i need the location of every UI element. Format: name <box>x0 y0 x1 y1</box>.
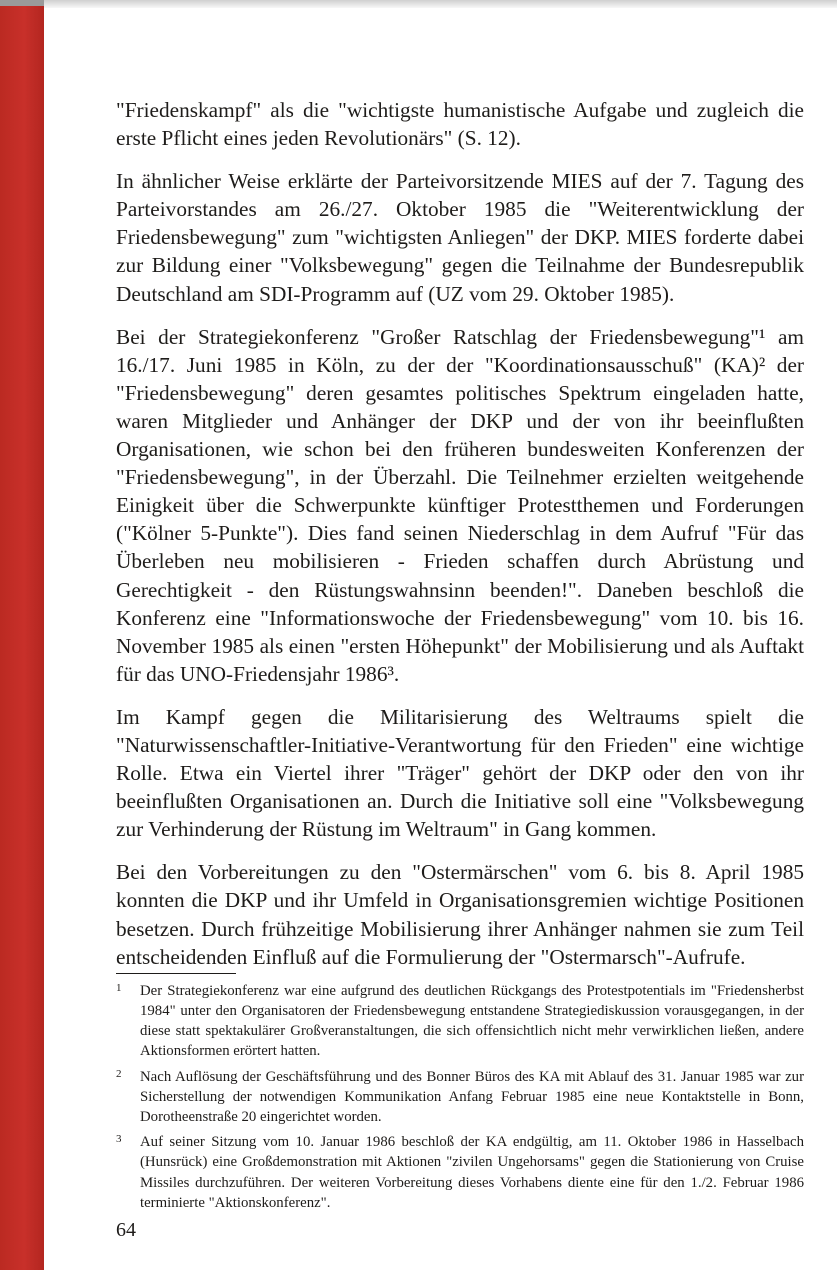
footnote-text: Der Strategiekonferenz war eine aufgrund des deutlichen Rückgangs des Protestpotentials im "Friedensherbst 1984" unter den Organisatoren der Friedensbewegung entstandene Strategiediskussion vorausgegangen, in der diese statt spektakulärer Großveranstaltungen, die sich offensichtlich nicht mehr verwirklichen ließen, andere Aktionsformen erörtert hatten. <box>140 982 804 1060</box>
paragraph-3: Bei der Strategiekonferenz "Großer Ratschlag der Friedensbewegung"¹ am 16./17. Juni 1985 in Köln, zu der der "Koordinationsausschuß" (KA)² der "Friedensbewegung" deren gesamtes politisches Spektrum eingeladen hatte, waren Mitglieder und Anhänger der DKP und der von ihr beeinflußten Organisationen, wie schon bei den früheren bundesweiten Konferenzen der "Friedensbewegung", in der Überzahl. Die Teilnehmer erzielten weitgehende Einigkeit über die Schwerpunkte künftiger Protestthemen und Forderungen ("Kölner 5-Punkte"). Dies fand seinen Niederschlag in dem Aufruf "Für das Überleben neu mobilisieren - Frieden schaffen durch Abrüstung und Gerechtigkeit - den Rüstungswahnsinn beenden!". Daneben beschloß die Konferenz eine "Informationswoche der Friedensbewegung" vom 10. bis 16. November 1985 als einen "ersten Höhepunkt" der Mobilisierung und als Auftakt für das UNO-Friedensjahr 1986³. <box>116 324 804 686</box>
paragraph-4: Im Kampf gegen die Militarisierung des Weltraums spielt die "Naturwissenschaftler-Initiative-Verantwortung für den Frieden" eine wichtige Rolle. Etwa ein Viertel ihrer "Träger" gehört der DKP oder den von ihr beeinflußten Organisationen an. Durch die Initiative soll eine "Volksbewegung zur Verhinderung der Rüstung im Weltraum" in Gang kommen. <box>116 704 804 842</box>
book-spine-edge <box>0 0 44 1270</box>
footnote-number: 1 <box>116 981 122 994</box>
footnote-text: Auf seiner Sitzung vom 10. Januar 1986 beschloß der KA endgültig, am 11. Oktober 1986 in Hasselbach (Hunsrück) eine Großdemonstration mit Aktionen "zivilen Ungehorsams" gegen die Stationierung von Cruise Missiles durchzuführen. Der weiteren Vorbereitung dieses Vorhabens diente eine für den 1./2. Februar 1986 terminierte "Aktionskonferenz". <box>140 1134 804 1211</box>
paragraph-1: "Friedenskampf" als die "wichtigste humanistische Aufgabe und zugleich die erste Pflicht eines jeden Revolutionärs" (S. 12). <box>116 98 804 151</box>
page-body <box>116 96 804 1218</box>
paragraph-2: In ähnlicher Weise erklärte der Parteivorsitzende MIES auf der 7. Tagung des Parteivorstandes am 26./27. Oktober 1985 die "Weiterentwicklung der Friedensbewegung" zum "wichtigsten Anliegen" der DKP. MIES forderte dabei zur Bildung einer "Volksbewegung" gegen die Teilnahme der Bundesrepublik Deutschland am SDI-Programm auf (UZ vom 29. Oktober 1985). <box>116 169 804 306</box>
spine-top-shadow <box>0 0 44 6</box>
footnote-separator <box>116 973 236 974</box>
page-number: 64 <box>116 1219 136 1241</box>
footnote-number: 3 <box>116 1133 122 1146</box>
footnote-2 <box>116 1067 804 1128</box>
footnote-3 <box>116 1132 804 1213</box>
footnote-text: Nach Auflösung der Geschäftsführung und des Bonner Büros des KA mit Ablauf des 31. Januar 1985 war zur Sicherstellung der notwendigen Kommunikation Anfang Februar 1985 eine neue Kontaktstelle in Bonn, Dorotheenstraße 20 eingerichtet worden. <box>140 1068 804 1125</box>
footnote-number: 2 <box>116 1067 122 1080</box>
top-edge-shadow <box>44 0 837 8</box>
footnote-1 <box>116 981 804 1062</box>
footnotes <box>116 981 804 1213</box>
paragraph-5: Bei den Vorbereitungen zu den "Ostermärschen" vom 6. bis 8. April 1985 konnten die DKP und ihr Umfeld in Organisationsgremien wichtige Positionen besetzen. Durch frühzeitige Mobilisierung ihrer Anhänger nahmen sie zum Teil entscheidenden Einfluß auf die Formulierung der "Ostermarsch"-Aufrufe. <box>116 860 804 969</box>
